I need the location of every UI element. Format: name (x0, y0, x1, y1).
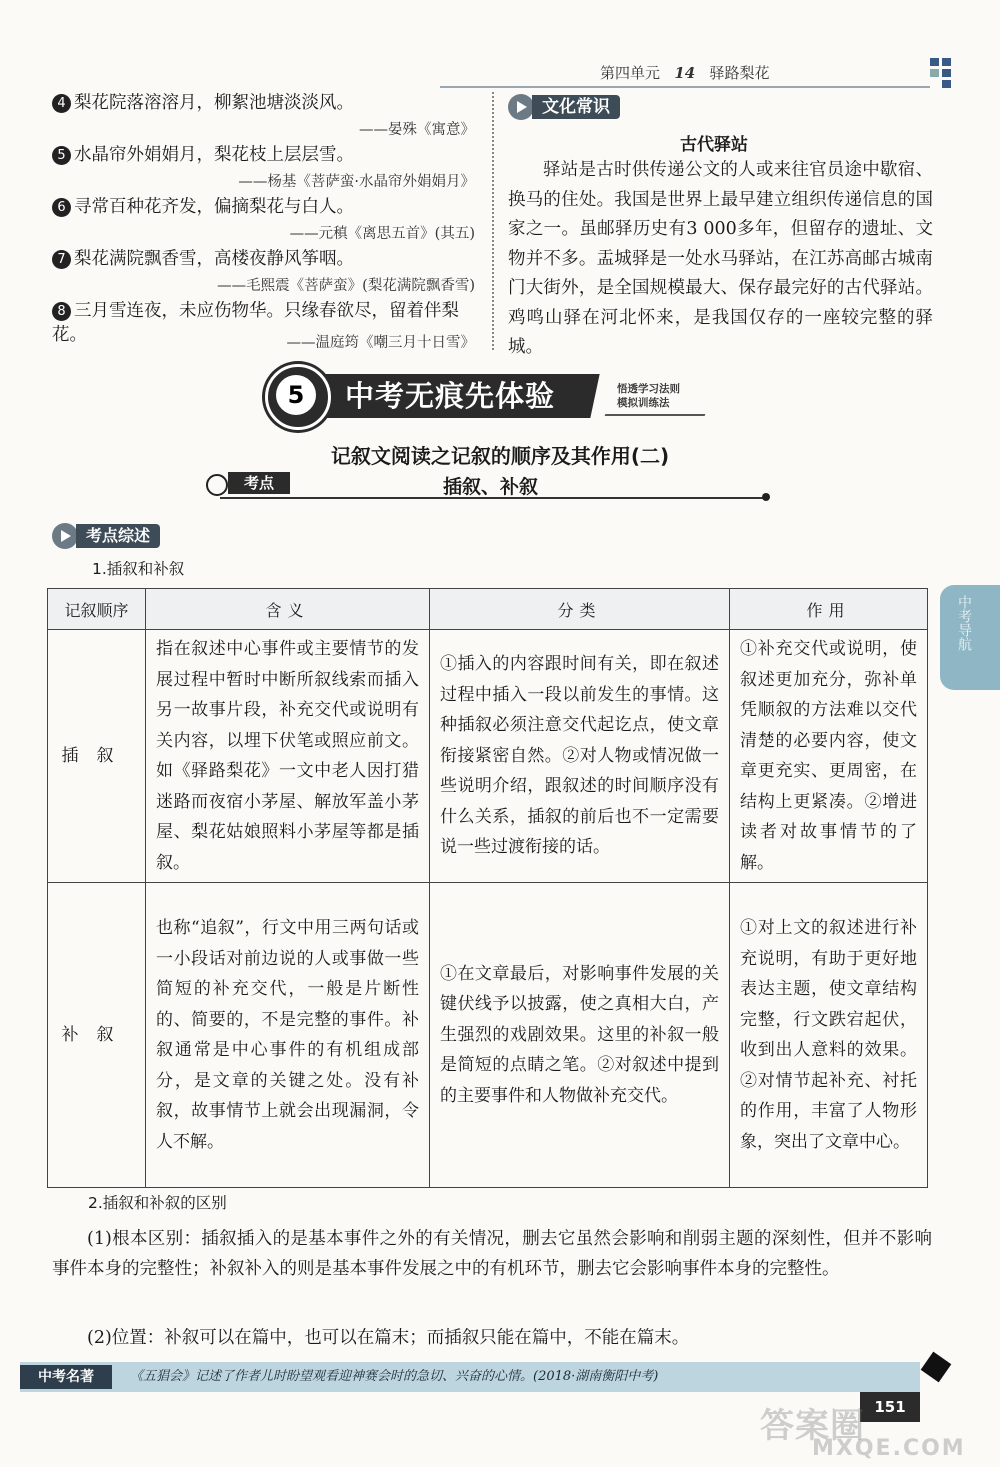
col-header-effect: 作用 (730, 589, 928, 630)
footer-tag: 中考名著 (20, 1365, 112, 1389)
page-number: 151 (860, 1392, 920, 1422)
watermark-url: MXQE.COM (812, 1436, 966, 1461)
poem-source-5: ——杨基《菩萨蛮·水晶帘外娟娟月》 (238, 174, 475, 190)
cell-meaning: 指在叙述中心事件或主要情节的发展过程中暂时中断所叙线索而插入另一故事片段，补充交代或说明有关内容，以埋下伏笔或照应前文。如《驿路梨花》一文中老人因打猎迷路而夜宿小茅屋、解放军盖小茅屋、梨花姑娘照料小茅屋等都是插叙。 (146, 630, 430, 883)
corner-squares-icon (930, 58, 954, 88)
play-icon (52, 523, 78, 549)
summary-tag-label: 考点综述 (76, 524, 160, 548)
poem-source-6: ——元稹《离思五首》(其五) (289, 226, 475, 242)
cell-effect: ①对上文的叙述进行补充说明，有助于更好地表达主题，使文章结构完整，行文跌宕起伏，收到出人意料的效果。②对情节起补充、衬托的作用，丰富了人物形象，突出了文章中心。 (730, 883, 928, 1188)
cell-types: ①在文章最后，对影响事件发展的关键伏线予以披露，使之真相大白，产生强烈的戏剧效果。这里的补叙一般是简短的点睛之笔。②对叙述中提到的主要事件和人物做补充交代。 (430, 883, 730, 1188)
table-row (48, 883, 928, 1188)
rule-end-dot (762, 493, 770, 501)
kaodian-rule (220, 497, 768, 499)
footer-text: 《五猖会》记述了作者儿时盼望观看迎神赛会时的急切、兴奋的心情。(2018·湖南衡阳中考) (130, 1369, 659, 1384)
poem-text: 水晶帘外娟娟月，梨花枝上层层雪。 (74, 145, 354, 165)
difference-paragraph-1: (1)根本区别：插叙插入的是基本事件之外的有关情况，删去它虽然会影响和削弱主题的深刻性，但并不影响事件本身的完整性；补叙补入的则是基本事件发展之中的有机环节，删去它会影响事件本身的完整性。 (52, 1229, 932, 1279)
poem-line-7 (52, 247, 487, 271)
number-badge-icon: 6 (52, 198, 71, 217)
corner-diamond-icon (921, 1352, 952, 1383)
number-badge-icon: 5 (52, 146, 71, 165)
heading-difference: 2.插叙和补叙的区别 (88, 1194, 227, 1212)
kaodian-tag (206, 470, 286, 496)
banner-side-text (617, 382, 680, 410)
culture-tag (508, 94, 638, 120)
culture-body: 驿站是古时供传递公文的人或来往官员途中歇宿、换马的住处。我国是世界上最早建立组织传递信息的国家之一。虽邮驿历史有3 000多年，但留存的遗址、文物并不多。盂城驿是一处水马驿站，在江苏高邮古城南门大街外，是全国规模最大、保存最完好的古代驿站。鸡鸣山驿在河北怀来，是我国仅存的一座较完整的驿城。 (508, 160, 933, 357)
side-tab-label: 中考导航 (956, 595, 972, 651)
unit-label: 第四单元 (600, 64, 661, 82)
poem-text: 梨花满院飘香雪，高楼夜静风筝咽。 (74, 249, 354, 269)
section-banner (265, 364, 715, 424)
summary-tag (52, 523, 202, 549)
row-label-insert: 插叙 (48, 630, 146, 883)
number-badge-icon: 7 (52, 250, 71, 269)
poem-text: 三月雪连夜，未应伤物华。只缘春欲尽，留着伴梨花。 (52, 301, 459, 345)
table-header-row (48, 589, 928, 630)
side-tab (940, 585, 1000, 690)
watermark: 答案圈 (760, 1406, 865, 1446)
banner-side-line-1: 悟透学习法则 (617, 383, 680, 395)
cell-meaning: 也称“追叙”，行文中用三两句话或一小段话对前边说的人或事做一些简短的补充交代，一般是片断性的、简要的，不是完整的事件。补叙通常是中心事件的有机组成部分，是文章的关键之处。没有补叙，故事情节上就会出现漏洞，令人不解。 (146, 883, 430, 1188)
running-header (600, 62, 770, 83)
sun-icon (206, 474, 228, 496)
poem-source-4: ——晏殊《寓意》 (359, 122, 475, 138)
col-header-meaning: 含义 (146, 589, 430, 630)
footer-strip (20, 1362, 920, 1392)
banner-title: 中考无痕先体验 (345, 379, 556, 413)
cell-types: ①插入的内容跟时间有关，即在叙述过程中插入一段以前发生的事情。这种插叙必须注意交代起讫点，使文章衔接紧密自然。②对人物或情况做一些说明介绍，跟叙述的时间顺序没有什么关系，插叙的前后也不一定需要说一些过渡衔接的话。 (430, 630, 730, 883)
header-rule (440, 86, 930, 88)
number-badge-icon: 4 (52, 94, 71, 113)
culture-tag-label: 文化常识 (532, 95, 620, 119)
poem-text: 梨花院落溶溶月，柳絮池塘淡淡风。 (74, 93, 354, 113)
row-label-supplement: 补叙 (48, 883, 146, 1188)
number-badge-icon: 8 (52, 302, 71, 321)
kaodian-subtitle: 插叙、补叙 (443, 476, 539, 498)
play-icon (508, 94, 534, 120)
banner-side-line-2: 模拟训练法 (617, 397, 670, 409)
banner-number-badge (265, 364, 331, 430)
poem-line-4 (52, 91, 487, 115)
poem-text: 寻常百种花齐发，偏摘梨花与白人。 (74, 197, 354, 217)
poem-line-5 (52, 143, 487, 167)
column-divider (492, 92, 494, 350)
difference-paragraph-2: (2)位置：补叙可以在篇中，也可以在篇末；而插叙只能在篇中，不能在篇末。 (87, 1328, 690, 1348)
banner-underline (605, 414, 706, 416)
poem-line-6 (52, 195, 487, 219)
lesson-title: 驿路梨花 (709, 64, 770, 82)
poem-source-7: ——毛熙震《菩萨蛮》(梨花满院飘香雪) (217, 278, 475, 294)
heading-insert-supplement: 1.插叙和补叙 (92, 560, 185, 578)
culture-title: 古代驿站 (680, 135, 748, 155)
poem-source-8: ——温庭筠《嘲三月十日雪》 (286, 335, 475, 351)
col-header-order: 记叙顺序 (48, 589, 146, 630)
cell-effect: ①补充交代或说明，使叙述更加充分，弥补单凭顺叙的方法难以交代清楚的必要内容，使文章更充实、更周密，在结构上更紧凑。②增进读者对故事情节的了解。 (730, 630, 928, 883)
table-row (48, 630, 928, 883)
narrative-order-table (47, 588, 928, 1188)
kaodian-tag-label: 考点 (228, 472, 290, 494)
lesson-number: 14 (674, 64, 696, 82)
col-header-types: 分类 (430, 589, 730, 630)
banner-number: 5 (276, 375, 316, 415)
section-title: 记叙文阅读之记叙的顺序及其作用(二) (330, 444, 670, 468)
